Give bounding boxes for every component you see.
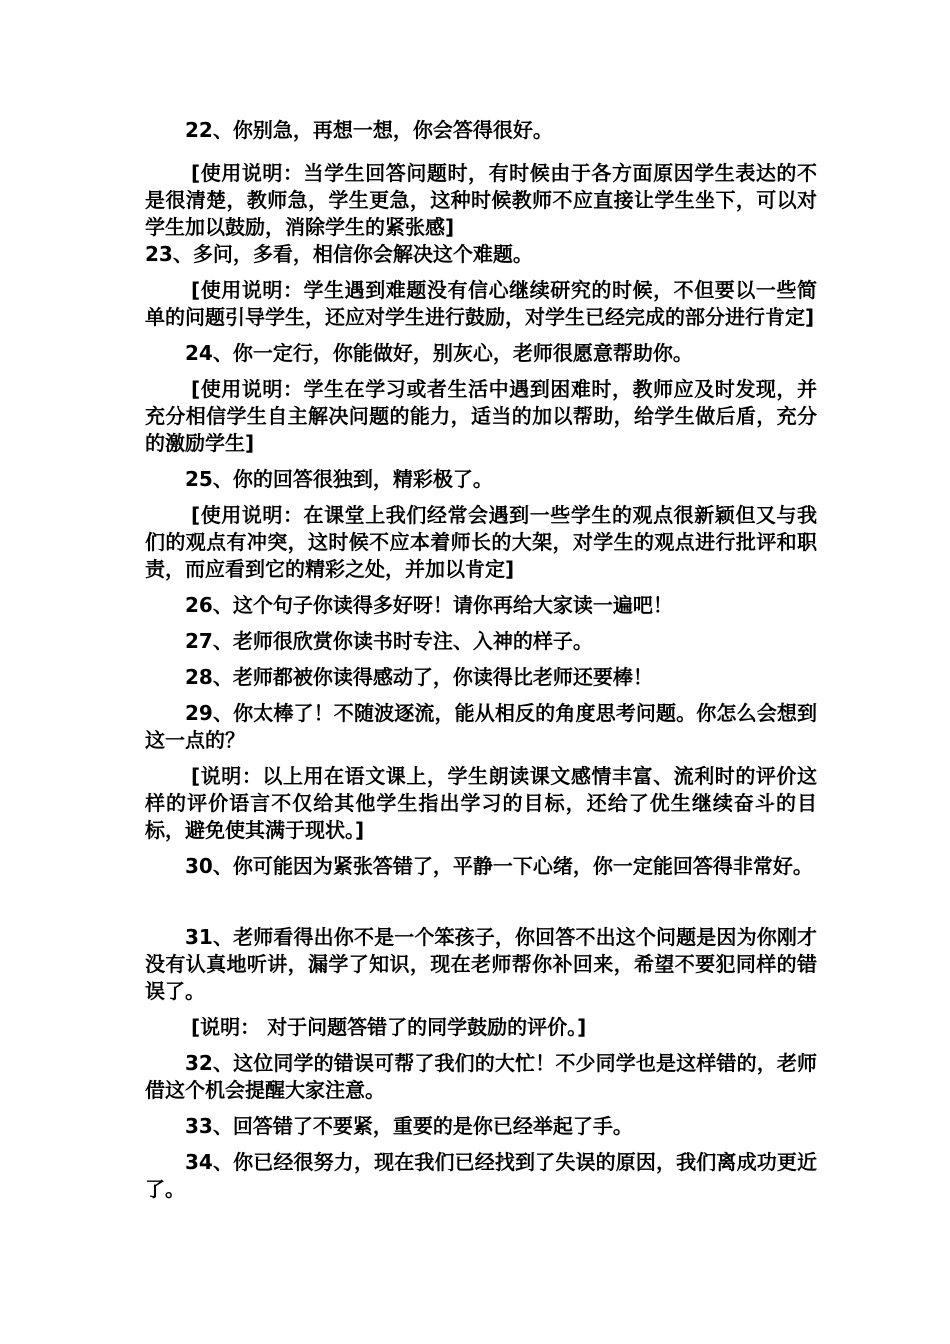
note-25: [使用说明：在课堂上我们经常会遇到一些学生的观点很新颖但又与我们的观点有冲突，这时候不应本着师长的大架，对学生的观点进行批评和职责，而应看到它的精彩之处，并加以肯定] bbox=[145, 503, 817, 581]
note-31: [说明： 对于问题答错了的同学鼓励的评价。] bbox=[191, 1015, 587, 1039]
paragraph-27: 27、老师很欣赏你读书时专注、入神的样子。 bbox=[185, 629, 593, 653]
paragraph-34: 34、你已经很努力，现在我们已经找到了失误的原因，我们离成功更近了。 bbox=[145, 1150, 817, 1201]
paragraph-22: 22、你别急，再想一想，你会答得很好。 bbox=[185, 118, 553, 142]
note-23: [使用说明：学生遇到难题没有信心继续研究的时候，不但要以一些简单的问题引导学生，还应对学生进行鼓励，对学生已经完成的部分进行肯定] bbox=[145, 278, 817, 329]
paragraph-26: 26、这个句子你读得多好呀！请你再给大家读一遍吧！ bbox=[185, 593, 673, 617]
paragraph-24: 24、你一定行，你能做好，别灰心，老师很愿意帮助你。 bbox=[185, 341, 693, 365]
note-22: [使用说明：当学生回答问题时，有时候由于各方面原因学生表达的不是很清楚，教师急，学生更急，这种时候教师不应直接让学生坐下，可以对学生加以鼓励，消除学生的紧张感] bbox=[145, 161, 817, 239]
paragraph-23: 23、多问，多看，相信你会解决这个难题。 bbox=[145, 242, 533, 266]
paragraph-25: 25、你的回答很独到，精彩极了。 bbox=[185, 467, 493, 491]
note-29: [说明：以上用在语文课上，学生朗读课文感情丰富、流利时的评价这样的评价语言不仅给其他学生指出学习的目标，还给了优生继续奋斗的目标，避免使其满于现状。] bbox=[145, 764, 817, 842]
document-page bbox=[145, 117, 817, 1212]
note-24: [使用说明：学生在学习或者生活中遇到困难时，教师应及时发现，并充分相信学生自主解决问题的能力，适当的加以帮助，给学生做后盾，充分的激励学生] bbox=[145, 377, 817, 455]
paragraph-33: 33、回答错了不要紧，重要的是你已经举起了手。 bbox=[185, 1114, 633, 1138]
paragraph-29: 29、你太棒了！不随波逐流，能从相反的角度思考问题。你怎么会想到这一点的？ bbox=[145, 701, 817, 752]
paragraph-30: 30、你可能因为紧张答错了，平静一下心绪，你一定能回答得非常好。 bbox=[185, 854, 813, 878]
paragraph-32: 32、这位同学的错误可帮了我们的大忙！不少同学也是这样错的，老师借这个机会提醒大家注意。 bbox=[145, 1051, 817, 1102]
paragraph-31: 31、老师看得出你不是一个笨孩子，你回答不出这个问题是因为你刚才没有认真地听讲，漏学了知识，现在老师帮你补回来，希望不要犯同样的错误了。 bbox=[145, 925, 817, 1003]
paragraph-28: 28、老师都被你读得感动了，你读得比老师还要棒！ bbox=[185, 665, 653, 689]
